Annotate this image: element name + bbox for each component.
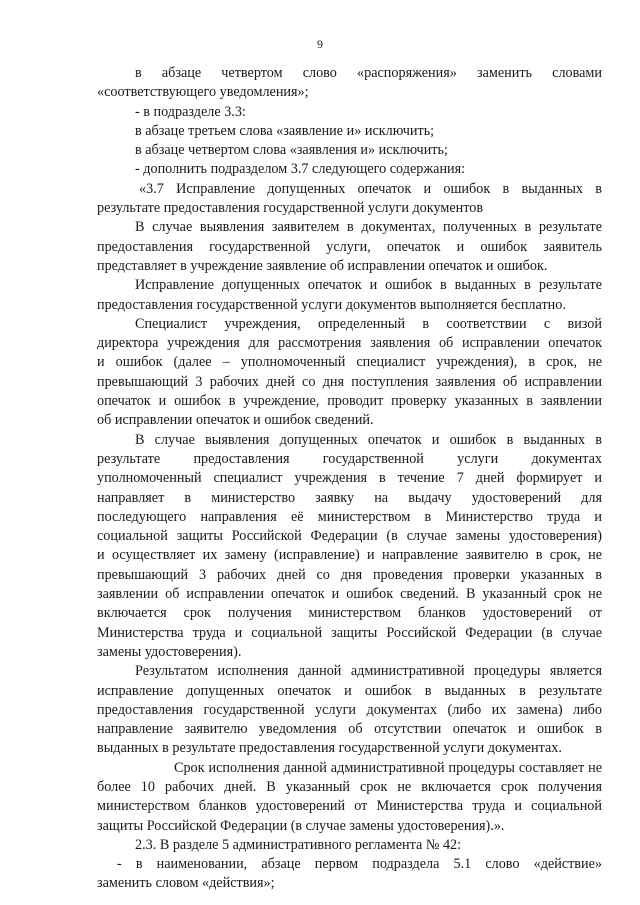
- text-line: последующего направления её министерством в Министерство труда и: [97, 508, 602, 525]
- text-line: В случае выявления допущенных опечаток и ошибок в выданных в: [135, 431, 602, 448]
- text-line: заменить словом «действия»;: [97, 875, 275, 892]
- text-line: министерством бланков удостоверений от Министерства труда и социальной: [97, 798, 602, 815]
- text-line: превышающий 3 рабочих дней со дня проведения проверки указанных в: [97, 566, 602, 583]
- text-line: выданных в результате предоставления государственной услуги документах.: [97, 740, 562, 757]
- text-line: Исправление допущенных опечаток и ошибок в выданных в результате: [135, 277, 602, 294]
- text-line: предоставления государственной услуги документах (либо их замена) либо: [97, 701, 602, 718]
- text-line: об исправлении опечаток и ошибок сведений.: [97, 412, 374, 429]
- text-line: в абзаце третьем слова «заявление и» исключить;: [135, 122, 435, 139]
- text-line: защиты Российской Федерации (в случае замены удостоверения).».: [97, 817, 505, 834]
- text-line: в абзаце четвертом слово «распоряжения» заменить словами: [135, 65, 602, 81]
- text-line: заявлении об исправлении опечаток и ошибок сведений. В указанный срок не: [97, 586, 602, 603]
- text-line: результате предоставления государственной услуги документов: [97, 200, 484, 217]
- text-line: Специалист учреждения, определенный в соответствии с визой: [135, 315, 602, 332]
- text-line: Срок исполнения данной административной процедуры составляет не: [174, 759, 602, 776]
- text-line: направление заявителю уведомления об отсутствии опечаток и ошибок в: [97, 721, 602, 738]
- text-line: уполномоченный специалист учреждения в течение 7 дней формирует и: [97, 470, 602, 487]
- text-line: направляет в министерство заявку на выдачу удостоверений для: [97, 489, 602, 506]
- text-line: 2.3. В разделе 5 административного регламента № 42:: [135, 836, 462, 853]
- text-line: «3.7 Исправление допущенных опечаток и ошибок в выданных в: [139, 180, 602, 197]
- text-line: более 10 рабочих дней. В указанный срок не включается срок получения: [97, 778, 602, 795]
- text-line: представляет в учреждение заявление об исправлении опечаток и ошибок.: [97, 257, 548, 274]
- text-line: включается срок получения министерством бланков удостоверений от: [97, 605, 602, 622]
- text-line: опечаток и ошибок в учреждение, проводит проверку указанных в заявлении: [97, 393, 602, 410]
- text-line: результате предоставления государственной услуги документах: [97, 450, 602, 467]
- text-line: - в подразделе 3.3:: [135, 103, 246, 120]
- text-line: в абзаце четвертом слова «заявления и» исключить;: [135, 142, 448, 159]
- text-line: предоставления государственной услуги документов выполняется бесплатно.: [97, 296, 566, 313]
- text-line: - в наименовании, абзаце первом подраздела 5.1 слово «действие»: [117, 856, 602, 873]
- text-line: превышающий 3 рабочих дней со дня поступления заявления об исправлении: [97, 373, 602, 390]
- text-line: и ошибок (далее – уполномоченный специалист учреждения), в срок, не: [97, 354, 602, 371]
- text-line: Министерства труда и социальной защиты Российской Федерации (в случае: [97, 624, 602, 641]
- text-line: предоставления государственной услуги, опечаток и ошибок заявитель: [97, 238, 602, 255]
- text-line: Результатом исполнения данной административной процедуры является: [135, 663, 602, 680]
- text-line: «соответствующего уведомления»;: [97, 84, 309, 101]
- page-number: 9: [317, 37, 323, 51]
- text-line: В случае выявления заявителем в документах, полученных в результате: [135, 219, 602, 236]
- text-line: замены удостоверения).: [97, 643, 242, 660]
- text-line: директора учреждения для рассмотрения заявления об исправлении опечаток: [97, 335, 602, 352]
- text-line: исправление допущенных опечаток и ошибок в выданных в результате: [97, 682, 602, 699]
- text-line: - дополнить подразделом 3.7 следующего содержания:: [135, 161, 466, 178]
- document-body: [97, 64, 602, 894]
- text-line: социальной защиты Российской Федерации (в случае замены удостоверения): [97, 528, 602, 545]
- text-line: и осуществляет их замену (исправление) и направление заявителю в срок, не: [97, 547, 602, 564]
